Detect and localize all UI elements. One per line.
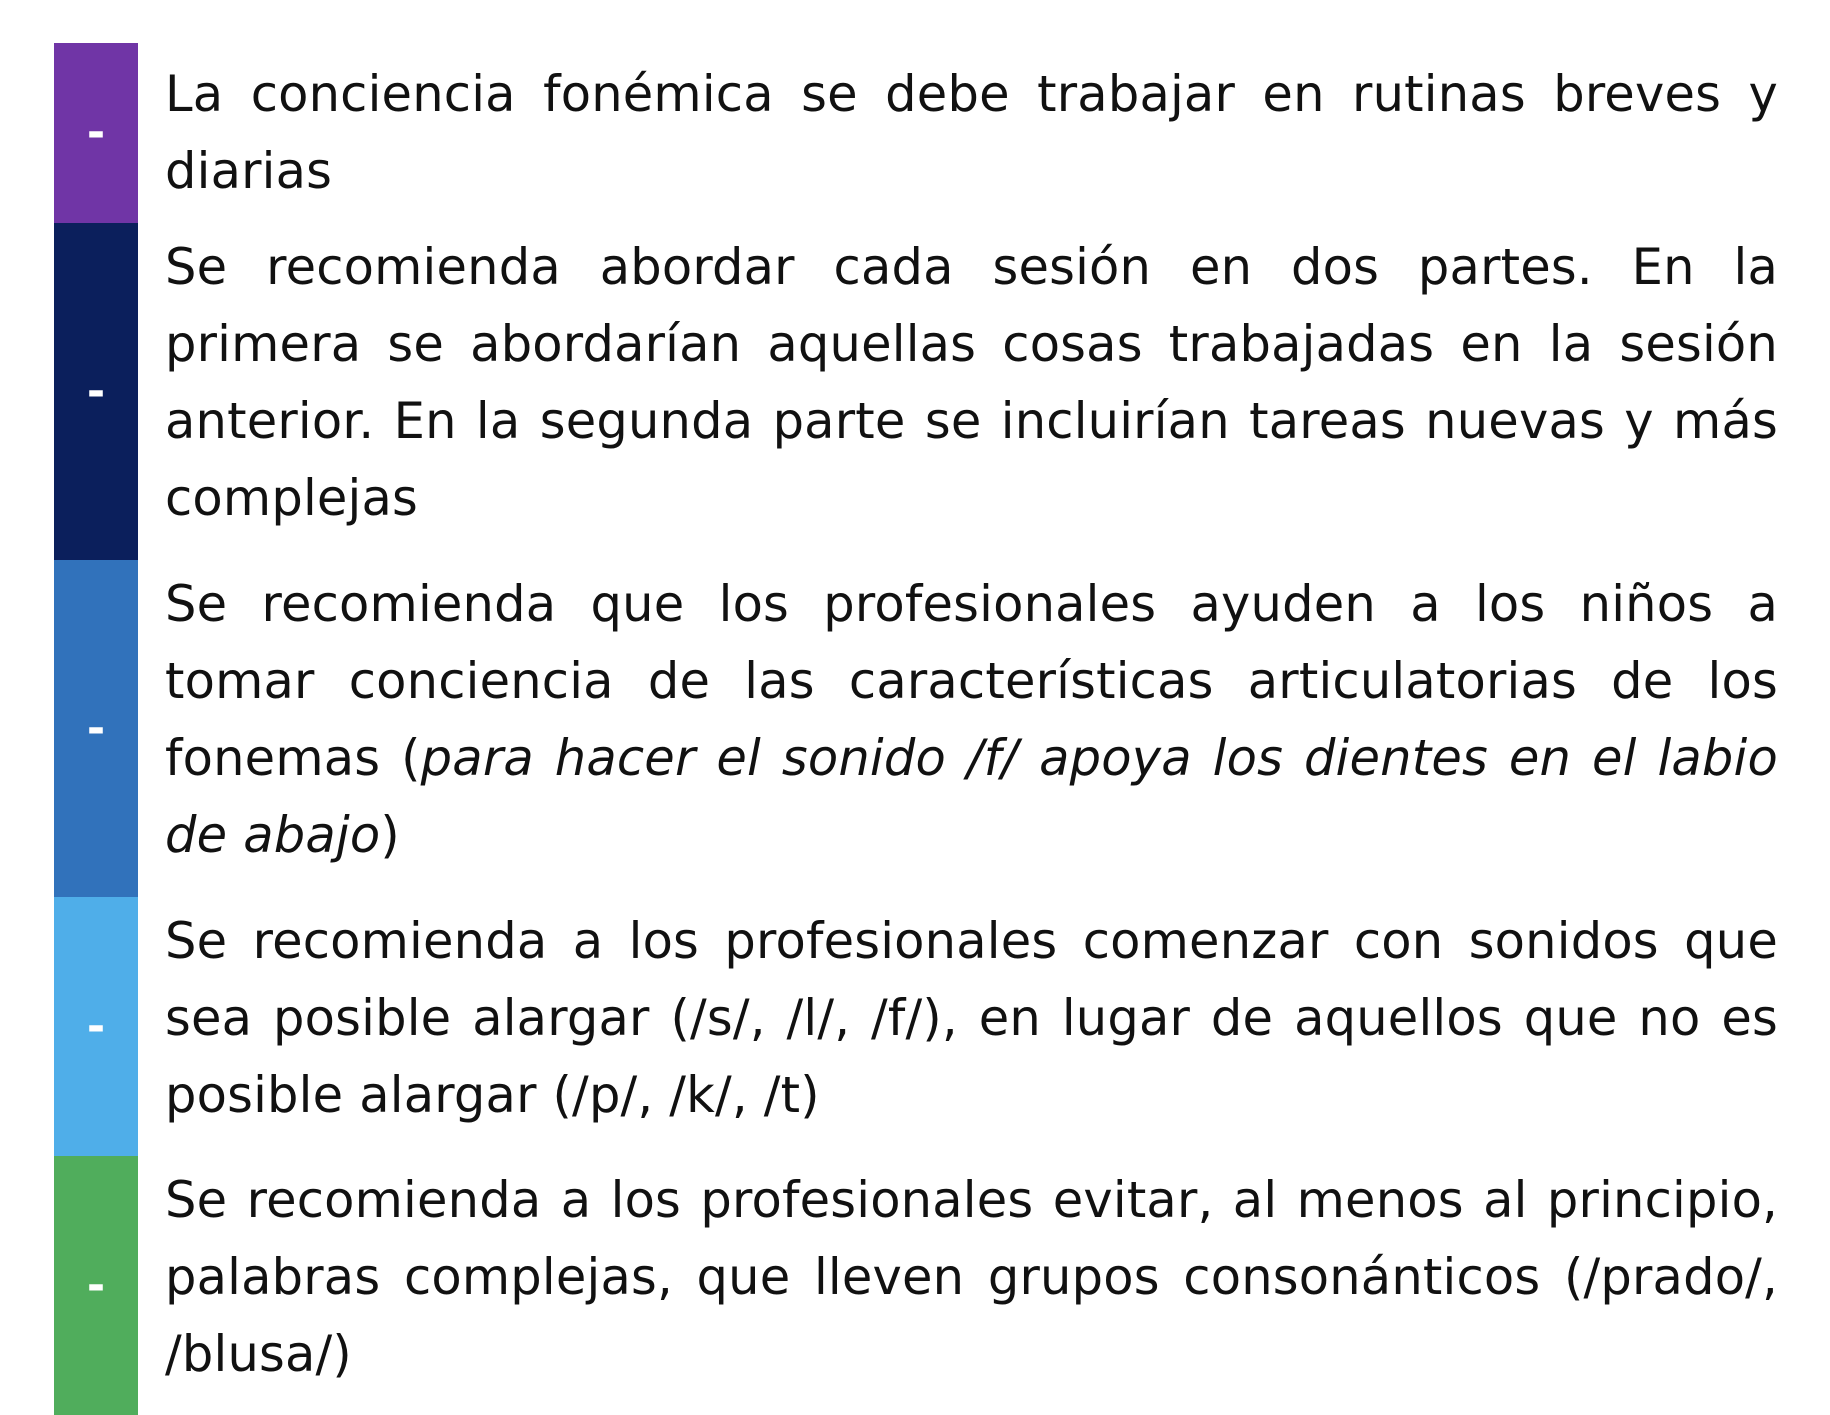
list-item	[54, 897, 1784, 1156]
dash-marker: -	[86, 107, 106, 158]
item-text-italic-example: para hacer el sonido /f/ apoya los dientes en el labio de abajo	[165, 729, 1778, 864]
list-item	[54, 1156, 1784, 1415]
list-item	[54, 560, 1784, 897]
item-color-marker	[54, 1156, 138, 1415]
dash-marker: -	[86, 1259, 106, 1311]
item-color-marker	[54, 223, 138, 560]
item-text-plain-end: )	[380, 806, 400, 864]
list-item	[54, 43, 1784, 223]
item-color-marker	[54, 43, 138, 223]
dash-marker: -	[86, 1000, 106, 1052]
item-text	[165, 560, 1778, 897]
item-text: La conciencia fonémica se debe trabajar en rutinas breves y diarias	[165, 65, 1778, 200]
item-text: Se recomienda a los profesionales comenzar con sonidos que sea posible alargar (/s/, /l/, /f/), en lugar de aquellos que no es posible alargar (/p/, /k/, /t)	[165, 912, 1778, 1124]
recommendations-list	[54, 43, 1784, 1415]
item-text: Se recomienda a los profesionales evitar, al menos al principio, palabras complejas, que lleven grupos consonánticos (/prado/, /blusa/)	[165, 1171, 1778, 1383]
item-text: Se recomienda abordar cada sesión en dos partes. En la primera se abordarían aquellas cosas trabajadas en la sesión anterior. En la segunda parte se incluirían tareas nuevas y más complejas	[165, 238, 1778, 527]
item-text-plain: Se recomienda que los profesionales ayuden a los niños a tomar conciencia de las características articulatorias de los fonemas (	[165, 575, 1778, 787]
item-color-marker	[54, 897, 138, 1156]
dash-marker: -	[86, 702, 106, 754]
item-color-marker	[54, 560, 138, 897]
dash-marker: -	[86, 365, 106, 417]
list-item	[54, 223, 1784, 560]
